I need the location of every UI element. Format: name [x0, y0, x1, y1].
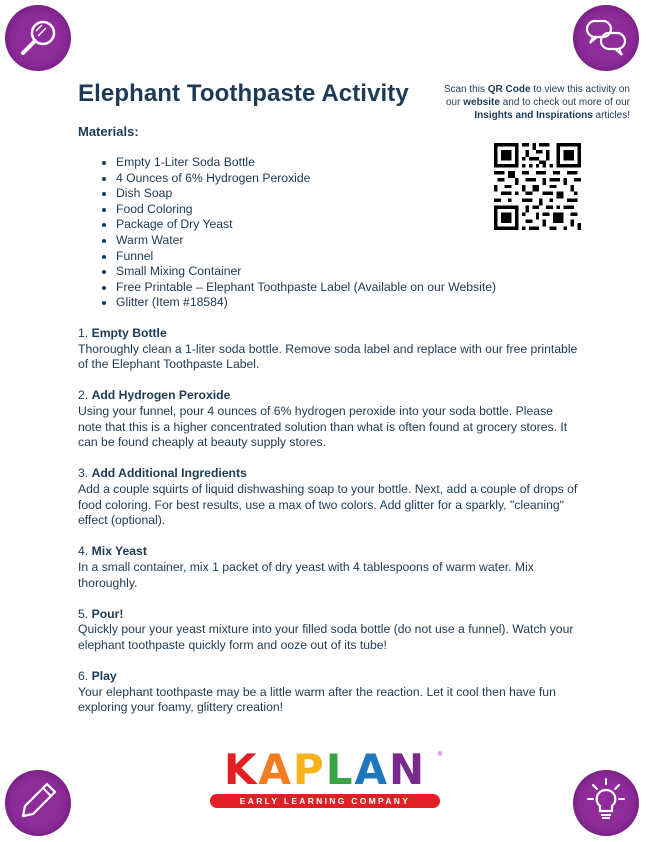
logo-letter: K: [223, 745, 259, 794]
materials-list: [96, 155, 496, 311]
logo-wordmark: [212, 746, 438, 794]
speech-bubbles-corner-badge: [573, 5, 639, 71]
step-number: 2.: [78, 388, 89, 403]
magnifier-icon: [5, 5, 71, 71]
step-3: [78, 466, 578, 528]
step-6: [78, 669, 578, 716]
logo-letter: A: [354, 745, 389, 794]
step-title: Play: [91, 669, 117, 684]
list-item: • Small Mixing Container: [116, 264, 496, 280]
list-item: • Glitter (Item #18584): [116, 295, 496, 311]
step-number: 3.: [78, 466, 89, 481]
qr-code[interactable]: [494, 143, 581, 230]
list-item: • Free Printable – Elephant Toothpaste Label (Available on our Website): [116, 280, 496, 296]
list-item: • 4 Ounces of 6% Hydrogen Peroxide: [116, 171, 496, 187]
list-item: • Empty 1-Liter Soda Bottle: [116, 155, 496, 171]
logo-letter: L: [325, 745, 355, 794]
logo-letter: N: [388, 745, 427, 794]
registered-mark: ®: [438, 752, 443, 758]
step-text: Quickly pour your yeast mixture into your filled soda bottle (do not use a funnel). Watch your elephant toothpaste quickly form and ooze out of its tube!: [78, 622, 574, 652]
website-term: website: [463, 97, 500, 108]
step-number: 1.: [78, 326, 89, 340]
step-text: Using your funnel, pour 4 ounces of 6% hydrogen peroxide into your soda bottle. Please note that this is a higher concentrated solution than what is often found at grocery stores. It can be found cheaply at beauty supply stores.: [78, 403, 568, 450]
step-4: [78, 544, 578, 591]
list-item: • Funnel: [116, 249, 496, 265]
step-1: [78, 326, 578, 373]
qr-note-text: to view this activity on our: [446, 84, 630, 108]
kaplan-logo: [200, 746, 450, 814]
step-title: Pour!: [91, 606, 124, 621]
step-text: Thoroughly clean a 1-liter soda bottle. Remove soda label and replace with our free printable of the Elephant Toothpaste Label.: [78, 341, 578, 372]
logo-letter: P: [292, 745, 326, 794]
lightbulb-corner-badge: [573, 770, 639, 836]
list-item: • Food Coloring: [116, 202, 496, 218]
step-text: Your elephant toothpaste may be a little warm after the reaction. Let it cool then have fun exploring your foamy, glittery creation!: [78, 684, 556, 715]
insights-term: Insights and Inspirations: [474, 110, 593, 121]
step-number: 4.: [78, 544, 89, 559]
qr-code-term: QR Code: [487, 84, 531, 95]
step-text: In a small container, mix 1 packet of dry yeast with 4 tablespoons of warm water. Mix thoroughly.: [78, 559, 534, 590]
magnifier-corner-badge: [5, 5, 71, 71]
step-2: [78, 388, 578, 450]
qr-instructions: [430, 83, 630, 122]
qr-note-text: Scan this: [443, 84, 488, 95]
materials-heading: Materials:: [78, 124, 139, 139]
speech-bubbles-icon: [573, 5, 639, 71]
list-item: • Dish Soap: [116, 186, 496, 202]
logo-tagline: EARLY LEARNING COMPANY: [210, 794, 440, 808]
pencil-corner-badge: [5, 770, 71, 836]
step-title: Add Hydrogen Peroxide: [91, 388, 231, 403]
step-title: Mix Yeast: [91, 544, 147, 559]
list-item: • Warm Water: [116, 233, 496, 249]
qr-note-text: articles!: [592, 110, 630, 121]
step-text: Add a couple squirts of liquid dishwashing soap to your bottle. Next, add a couple of drops of food coloring. For best results, use a max of two colors. Add glitter for a sparkly, "cleaning" effect (optional).: [78, 481, 578, 528]
list-item: • Package of Dry Yeast: [116, 217, 496, 233]
step-title: Add Additional Ingredients: [91, 466, 247, 481]
instructions: [78, 326, 578, 731]
step-number: 6.: [78, 669, 89, 684]
lightbulb-icon: [573, 770, 639, 836]
step-number: 5.: [78, 606, 89, 621]
page-title: Elephant Toothpaste Activity: [78, 80, 409, 107]
step-title: Empty Bottle: [91, 326, 167, 340]
pencil-icon: [5, 770, 71, 836]
step-5: [78, 607, 578, 654]
logo-letter: A: [258, 745, 293, 794]
qr-note-text: and to check out more of our: [499, 97, 630, 108]
